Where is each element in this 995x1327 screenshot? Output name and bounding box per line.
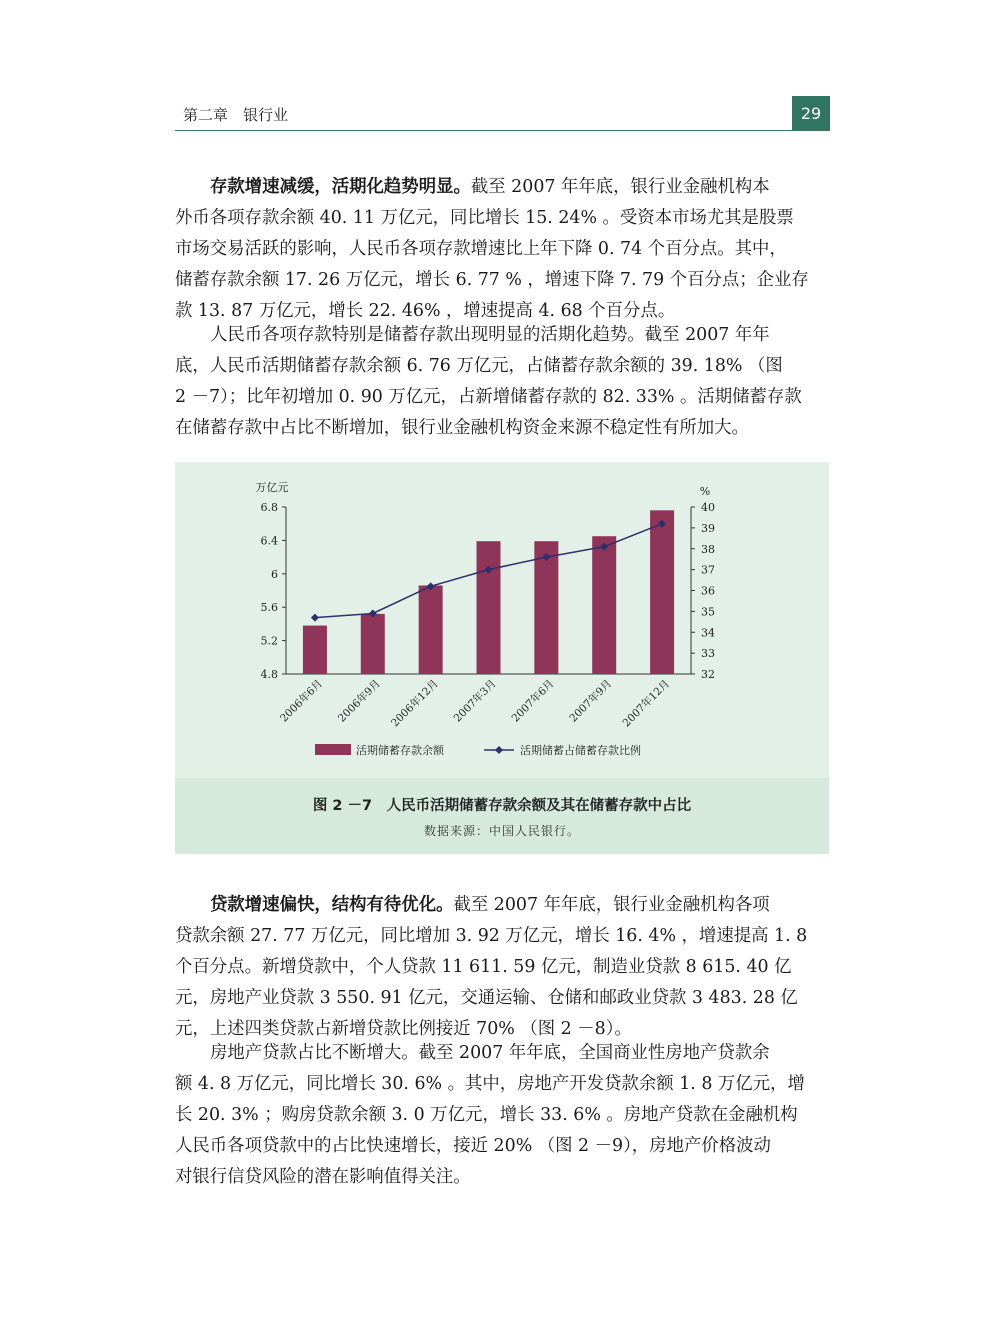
right-tick-label: 40 (701, 501, 715, 514)
figure-caption-band (175, 778, 829, 854)
paragraph-line: 市场交易活跃的影响，人民币各项存款增速比上年下降 0. 74 个百分点。其中， (175, 239, 787, 259)
left-tick-label: 4.8 (260, 668, 278, 681)
paragraph-demand-deposits (175, 320, 831, 444)
left-tick-label: 6.4 (260, 534, 278, 548)
paragraph-line: 底，人民币活期储蓄存款余额 6. 76 万亿元，占储蓄存款余额的 39. 18% （图 (175, 356, 783, 376)
x-tick-label: 2006年12月 (389, 677, 441, 730)
bar (303, 626, 327, 674)
page-number: 29 (792, 96, 830, 130)
right-tick-label: 35 (701, 605, 715, 619)
right-tick-label: 39 (701, 521, 715, 535)
left-tick-label: 5.2 (260, 634, 278, 648)
legend-line-label: 活期储蓄占储蓄存款比例 (520, 744, 641, 757)
right-tick-label: 36 (701, 584, 715, 598)
paragraph-line: 人民币各项贷款中的占比快速增长，接近 20% （图 2 －9），房地产价格波动 (175, 1136, 771, 1156)
paragraph-line: 额 4. 8 万亿元，同比增长 30. 6% 。其中，房地产开发贷款余额 1. 8 万亿元，增 (175, 1074, 805, 1094)
running-header (175, 96, 830, 131)
paragraph-line (175, 890, 831, 921)
bar (361, 614, 385, 674)
paragraph-text: 截至 2007 年年底，银行业金融机构各项 (453, 895, 770, 915)
right-tick-label: 34 (701, 626, 715, 640)
left-axis-unit: 万亿元 (255, 481, 289, 494)
right-tick-label: 32 (701, 668, 715, 681)
legend-bar-swatch (315, 744, 351, 755)
paragraph-line (175, 172, 831, 203)
paragraph-real-estate-loans (175, 1038, 831, 1193)
paragraph-line: 在储蓄存款中占比不断增加，银行业金融机构资金来源不稳定性有所加大。 (175, 418, 749, 438)
legend-line-marker (495, 746, 503, 754)
x-tick-label: 2007年3月 (451, 677, 499, 725)
paragraph-line: 元，上述四类贷款占新增贷款比例接近 70% （图 2 －8）。 (175, 1019, 632, 1039)
paragraph-line: 2 －7）；比年初增加 0. 90 万亿元，占新增储蓄存款的 82. 33% 。活期储蓄存款 (175, 387, 802, 407)
figure-2-7 (175, 462, 829, 854)
legend-bar-label: 活期储蓄存款余额 (356, 744, 444, 757)
right-tick-label: 38 (701, 542, 715, 556)
paragraph-line: 对银行信贷风险的潜在影响值得关注。 (175, 1167, 471, 1187)
paragraph-line: 房地产贷款占比不断增大。截至 2007 年年底，全国商业性房地产贷款余 (210, 1043, 770, 1063)
paragraph-line: 元，房地产业贷款 3 550. 91 亿元，交通运输、仓储和邮政业贷款 3 483. 28 亿 (175, 988, 798, 1008)
bar (419, 585, 443, 674)
bar (650, 510, 674, 674)
left-tick-label: 6 (271, 567, 278, 581)
paragraph-lead: 存款增速减缓，活期化趋势明显。 (210, 177, 471, 197)
left-tick-label: 6.8 (260, 501, 278, 514)
right-tick-label: 37 (701, 563, 715, 577)
paragraph-line: 款 13. 87 万亿元，增长 22. 46% ，增速提高 4. 68 个百分点。 (175, 301, 676, 321)
figure-caption: 图 2 －7 人民币活期储蓄存款余额及其在储蓄存款中占比 (312, 798, 692, 814)
paragraph-line: 储蓄存款余额 17. 26 万亿元，增长 6. 77 % ，增速下降 7. 79 个百分点；企业存 (175, 270, 809, 290)
paragraph-line: 长 20. 3% ；购房贷款余额 3. 0 万亿元，增长 33. 6% 。房地产贷款在金融机构 (175, 1105, 798, 1125)
combo-chart (175, 462, 829, 778)
bar (477, 541, 501, 674)
bar (534, 541, 558, 674)
paragraph-line: 个百分点。新增贷款中，个人贷款 11 611. 59 亿元，制造业贷款 8 615. 40 亿 (175, 957, 792, 977)
left-tick-label: 5.6 (260, 601, 278, 615)
x-tick-label: 2006年9月 (335, 677, 383, 725)
x-tick-label: 2006年6月 (278, 677, 326, 725)
paragraph-line: 人民币各项存款特别是储蓄存款出现明显的活期化趋势。截至 2007 年年 (210, 325, 770, 345)
paragraph-line: 贷款余额 27. 77 万亿元，同比增加 3. 92 万亿元，增长 16. 4% ，增速提高 1. 8 (175, 926, 808, 946)
paragraph-line: 外币各项存款余额 40. 11 万亿元，同比增长 15. 24% 。受资本市场尤其是股票 (175, 208, 794, 228)
ratio-point (311, 614, 319, 622)
paragraph-loans (175, 890, 831, 1045)
paragraph-text: 截至 2007 年年底，银行业金融机构本 (470, 177, 770, 197)
right-tick-label: 33 (701, 647, 715, 661)
chapter-title: 第二章 银行业 (183, 106, 289, 124)
x-tick-label: 2007年12月 (620, 677, 673, 730)
x-tick-label: 2007年9月 (567, 677, 615, 725)
right-axis-unit: % (699, 485, 711, 498)
paragraph-deposits (175, 172, 831, 327)
x-tick-label: 2007年6月 (509, 677, 557, 725)
paragraph-lead: 贷款增速偏快，结构有待优化。 (210, 895, 454, 915)
figure-source: 数据来源：中国人民银行。 (423, 824, 580, 838)
bar (592, 536, 616, 674)
